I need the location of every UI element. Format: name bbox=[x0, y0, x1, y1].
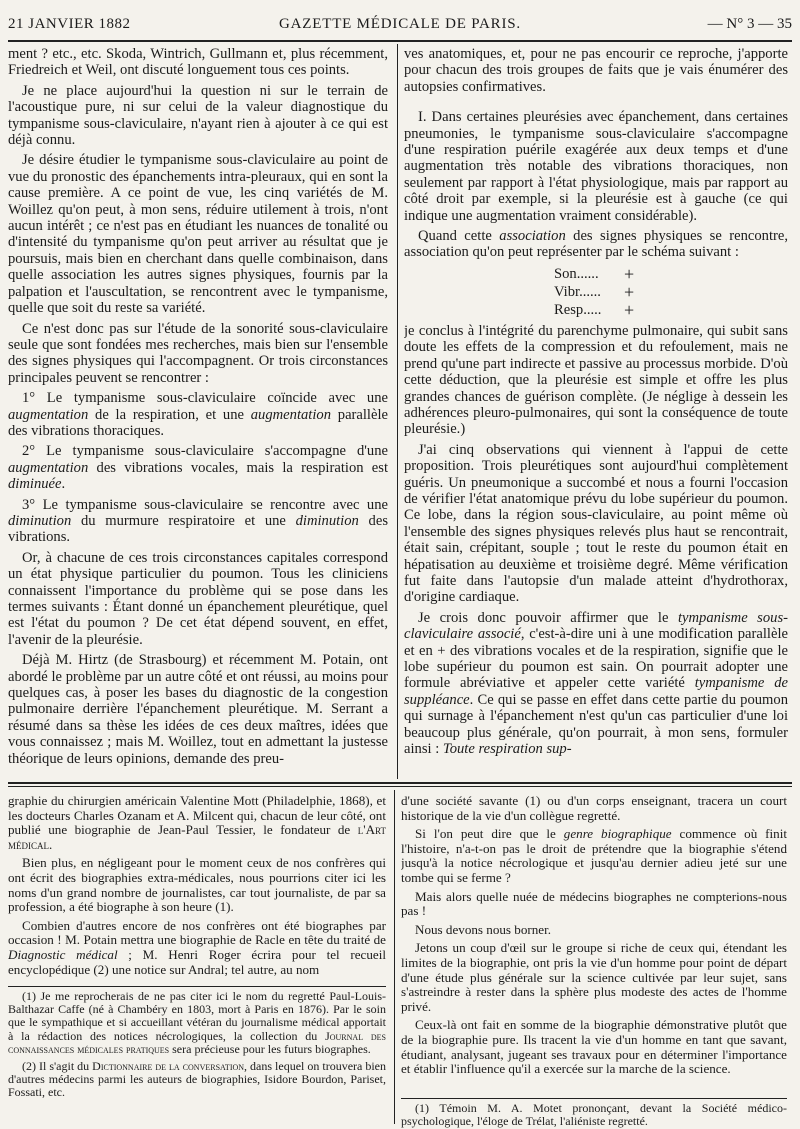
page-header bbox=[8, 16, 792, 36]
paragraph: Ceux-là ont fait en somme de la biographie démonstrative plutôt que de la biographie pure. Ils tracent la vie d'un homme en tant que savant, étudiant, analysant, jugeant ses travaux pour en déterminer l'importance et établir l'influence qu'il a exercée sur la marche de la science. bbox=[401, 1017, 787, 1077]
schema-plus-sign: + bbox=[624, 263, 635, 284]
paragraph: (1) Témoin M. A. Motet prononçant, devant la Société médico-psychologique, l'éloge de Trélat, l'aliéniste regretté. bbox=[401, 1102, 787, 1128]
paragraph: Jetons un coup d'œil sur le groupe si riche de ceux qui, étendant les limites de la biographie, ont pris la vie d'un homme pour point de départ d'une étude plus générale sur la science cultivée par leur sujet, sans s'astreindre à rester dans la sphère plus modeste des actes de l'homme privé. bbox=[401, 940, 787, 1014]
paragraph: Je désire étudier le tympanisme sous-claviculaire au point de vue du pronostic des épanchements intra-pleuraux, qui en sont la cause première. A ce point de vue, les cinq variétés de M. Woillez qu'on peut, à mon sens, réduire utilement à trois, n'ont aucun intérêt ; ce n'est pas en étudiant les nuances de tonalité ou d'intensité du tympanisme qu'on peut arriver au résultat que je poursuis, mais bien en cherchant dans quelle combinaison, dans quelle association les autres signes physiques, fournis par la palpation et l'auscultation, se rencontrent avec le tympanisme, quelle que soit du reste sa variété. bbox=[8, 152, 388, 317]
paragraph: Nous devons nous borner. bbox=[415, 921, 552, 937]
footnotes-right bbox=[401, 1102, 787, 1128]
issue-page-number: — N° 3 — 35 bbox=[707, 16, 792, 32]
header-date: 21 JANVIER 1882 bbox=[8, 16, 131, 32]
paragraph: Déjà M. Hirtz (de Strasbourg) et récemment M. Potain, ont abordé le problème par un autre côté et ont réussi, au moins pour quelques cas, à poser les bases du diagnostic de la congestion pulmonaire derrière l'épanchement pleurétique. M. Serrant a résumé dans sa thèse les idées de ces deux maîtres, idées que vous connaissez ; mais M. Woillez, tout en admettant la justesse théorique de leurs opinions, demande des preu- bbox=[8, 652, 388, 767]
right-column-text-b bbox=[404, 323, 788, 758]
schema-plus-sign: + bbox=[624, 281, 635, 302]
header-rule bbox=[8, 40, 792, 42]
journal-title: GAZETTE MÉDICALE DE PARIS. bbox=[279, 16, 521, 32]
paragraph: 2° Le tympanisme sous-claviculaire s'accompagne d'une augmentation des vibrations vocales, mais la respiration est diminuée. bbox=[8, 443, 388, 493]
paragraph: ment ? etc., etc. Skoda, Wintrich, Gullmann et, plus récemment, Friedreich et Weil, ont discuté longuement tous ces points. bbox=[8, 46, 388, 79]
column-rule-bottom bbox=[394, 790, 395, 1124]
paragraph: (2) Il s'agit du Dictionnaire de la conversation, dans lequel on trouvera bien d'autres médecins parmi les auteurs de biographies, Isidore Bourdon, Pariset, Fossati, etc. bbox=[8, 1059, 386, 1100]
paragraph: d'une société savante (1) ou d'un corps enseignant, tracera un court historique de la vie d'un collègue regretté. bbox=[401, 794, 787, 823]
paragraph: Mais alors quelle nuée de médecins biographes ne compterions-nous pas ! bbox=[401, 888, 787, 919]
footnote-rule-right bbox=[401, 1098, 787, 1099]
feuilleton-rule bbox=[8, 782, 792, 784]
paragraph: (1) Je me reprocherais de ne pas citer ici le nom du regretté Paul-Louis-Balthazar Caffe (né à Chambéry en 1803, mort à Paris en 1876). Par le soin que le sympathique et si accueillant vétéran du journalisme médical apportait à la rédaction des notices nécrologiques, la collection du Journal des connaissances médicales pratiques sera précieuse pour les futurs biographes. bbox=[8, 990, 386, 1056]
schema-plus-sign: + bbox=[624, 299, 635, 320]
right-column-text-a bbox=[404, 46, 788, 261]
paragraph: J'ai cinq observations qui viennent à l'appui de cette proposition. Trois pleurétiques sont aujourd'hui complètement guéris. Un pneumonique a succombé et nous a fourni l'occasion de vérifier l'état anatomique prévu du lobe supérieur du poumon. Ce lobe, dans la région sous-claviculaire, au point même où l'ensemble des signes physiques relevés plus haut se rencontrait, était sain, crépitant, souple ; tout le reste du poumon était en hépatisation au deuxième et troisième degré. Même vérification fut faite dans l'autopsie d'un malade atteint d'hydrothorax, d'origine cardiaque. bbox=[404, 441, 788, 606]
paragraph: Or, à chacune de ces trois circonstances capitales correspond un état physique particulier du poumon. Tous les cliniciens connaissent l'importance du problème qui se pose dans les termes suivants : Étant donné un épanchement pleurétique, quel est l'état du poumon ? De cet état dépend souvent, en effet, l'avenir de la pleurésie. bbox=[8, 549, 388, 648]
schema-row bbox=[554, 301, 788, 319]
footnote-rule-left bbox=[8, 986, 386, 987]
feuilleton-right-column bbox=[401, 794, 787, 1092]
schema-label: Resp..... bbox=[554, 301, 602, 318]
paragraph: graphie du chirurgien américain Valentine Mott (Philadelphie, 1868), et les docteurs Charles Ozanam et A. Milcent qui, chacun de leur côté, ont publié une biographie de Jean-Paul Tessier, le fondateur de l'Art médical. bbox=[8, 794, 386, 852]
feuilleton-left-column bbox=[8, 794, 386, 984]
article-left-column bbox=[8, 46, 388, 778]
paragraph: Je crois donc pouvoir affirmer que le tympanisme sous-claviculaire associé, c'est-à-dire uni à une modification parallèle et en + des vibrations vocales et de la respiration, signifie que le lobe supérieur du poumon est sain. On pourrait adopter une formule abréviative et appeler cette variété tympanisme de suppléance. Ce qui se passe en effet dans cette partie du poumon qui surnage à l'épanchement n'est qu'un cas particulier d'une loi beaucoup plus générale, qu'on pourrait, à mon sens, formuler ainsi : Toute respiration sup- bbox=[404, 609, 788, 758]
physical-signs-schema bbox=[554, 265, 788, 319]
article-right-column bbox=[404, 46, 788, 778]
column-rule-top bbox=[397, 44, 398, 779]
paragraph: 1° Le tympanisme sous-claviculaire coïncide avec une augmentation de la respiration, et une augmentation parallèle des vibrations thoraciques. bbox=[8, 390, 388, 439]
paragraph: Ce n'est donc pas sur l'étude de la sonorité sous-claviculaire seule que sont fondées mes recherches, mais bien sur l'ensemble des signes physiques qui l'accompagnent. Or trois circonstances principales peuvent se rencontrer : bbox=[8, 320, 388, 386]
schema-row bbox=[554, 265, 788, 283]
paragraph: I. Dans certaines pleurésies avec épanchement, dans certaines pneumonies, le tympanisme sous-claviculaire s'accompagne d'une respiration puérile exagérée aux deux temps et d'une augmentation très notable des vibrations thoraciques, non seulement par rapport à l'état physiologique, mais par rapport au côté droit par exemple, si la pleurésie est à gauche (ce qui indique une augmentation vraiment considérable). bbox=[404, 109, 788, 224]
schema-label: Vibr...... bbox=[554, 283, 601, 300]
paragraph: Quand cette association des signes physiques se rencontre, association qu'on peut représenter par le schéma suivant : bbox=[404, 228, 788, 261]
paragraph: Bien plus, en négligeant pour le moment ceux de nos confrères qui ont écrit des biographies extra-médicales, nous pourrions citer ici les noms d'un grand nombre de journalistes, car tout journaliste, de par sa profession, a été biographe à son heure (1). bbox=[8, 855, 386, 915]
paragraph: je conclus à l'intégrité du parenchyme pulmonaire, qui subit sans doute les effets de la compression et du refoulement, mais ne prend qu'une part indirecte et passive au processus morbide. D'où cette déduction, que la pleurésie est simple et offre les plus grandes chances de guérison complète. (Je néglige à dessein les adhérences pleuro-pulmonaires, qui sont la conséquence de toute pleurésie.) bbox=[404, 322, 788, 438]
paragraph: 3° Le tympanisme sous-claviculaire se rencontre avec une diminution du murmure respiratoire et une diminution des vibrations. bbox=[8, 496, 388, 546]
schema-label: Son...... bbox=[554, 265, 599, 282]
feuilleton-rule-2 bbox=[8, 786, 792, 787]
paragraph: Combien d'autres encore de nos confrères ont été biographes par occasion ! M. Potain mettra une biographie de Racle en tête du traité de Diagnostic médical ; M. Henri Roger écrira pour tel recueil encyclopédique (2) une notice sur Andral; tel autre, au nom bbox=[8, 917, 386, 977]
paragraph: Si l'on peut dire que le genre biographique commence où finit l'histoire, n'a-t-on pas le droit de prétendre que la biographie s'étend jusqu'à la notice nécrologique et jusqu'au dernier adieu jeté sur une tombe qui se ferme ? bbox=[401, 826, 787, 885]
footnotes-left bbox=[8, 990, 386, 1124]
schema-row bbox=[554, 283, 788, 301]
paragraph: ves anatomiques, et, pour ne pas encourir ce reproche, j'apporte pour chacun des trois groupes de faits que je vais énumérer des autopsies confirmatives. bbox=[404, 46, 788, 95]
paragraph: Je ne place aujourd'hui la question ni sur le terrain de l'acoustique pure, ni sur celui de la valeur diagnostique du tympanisme sous-claviculaire, n'ayant rien à ajouter à ce qui est déjà connu. bbox=[8, 82, 388, 149]
